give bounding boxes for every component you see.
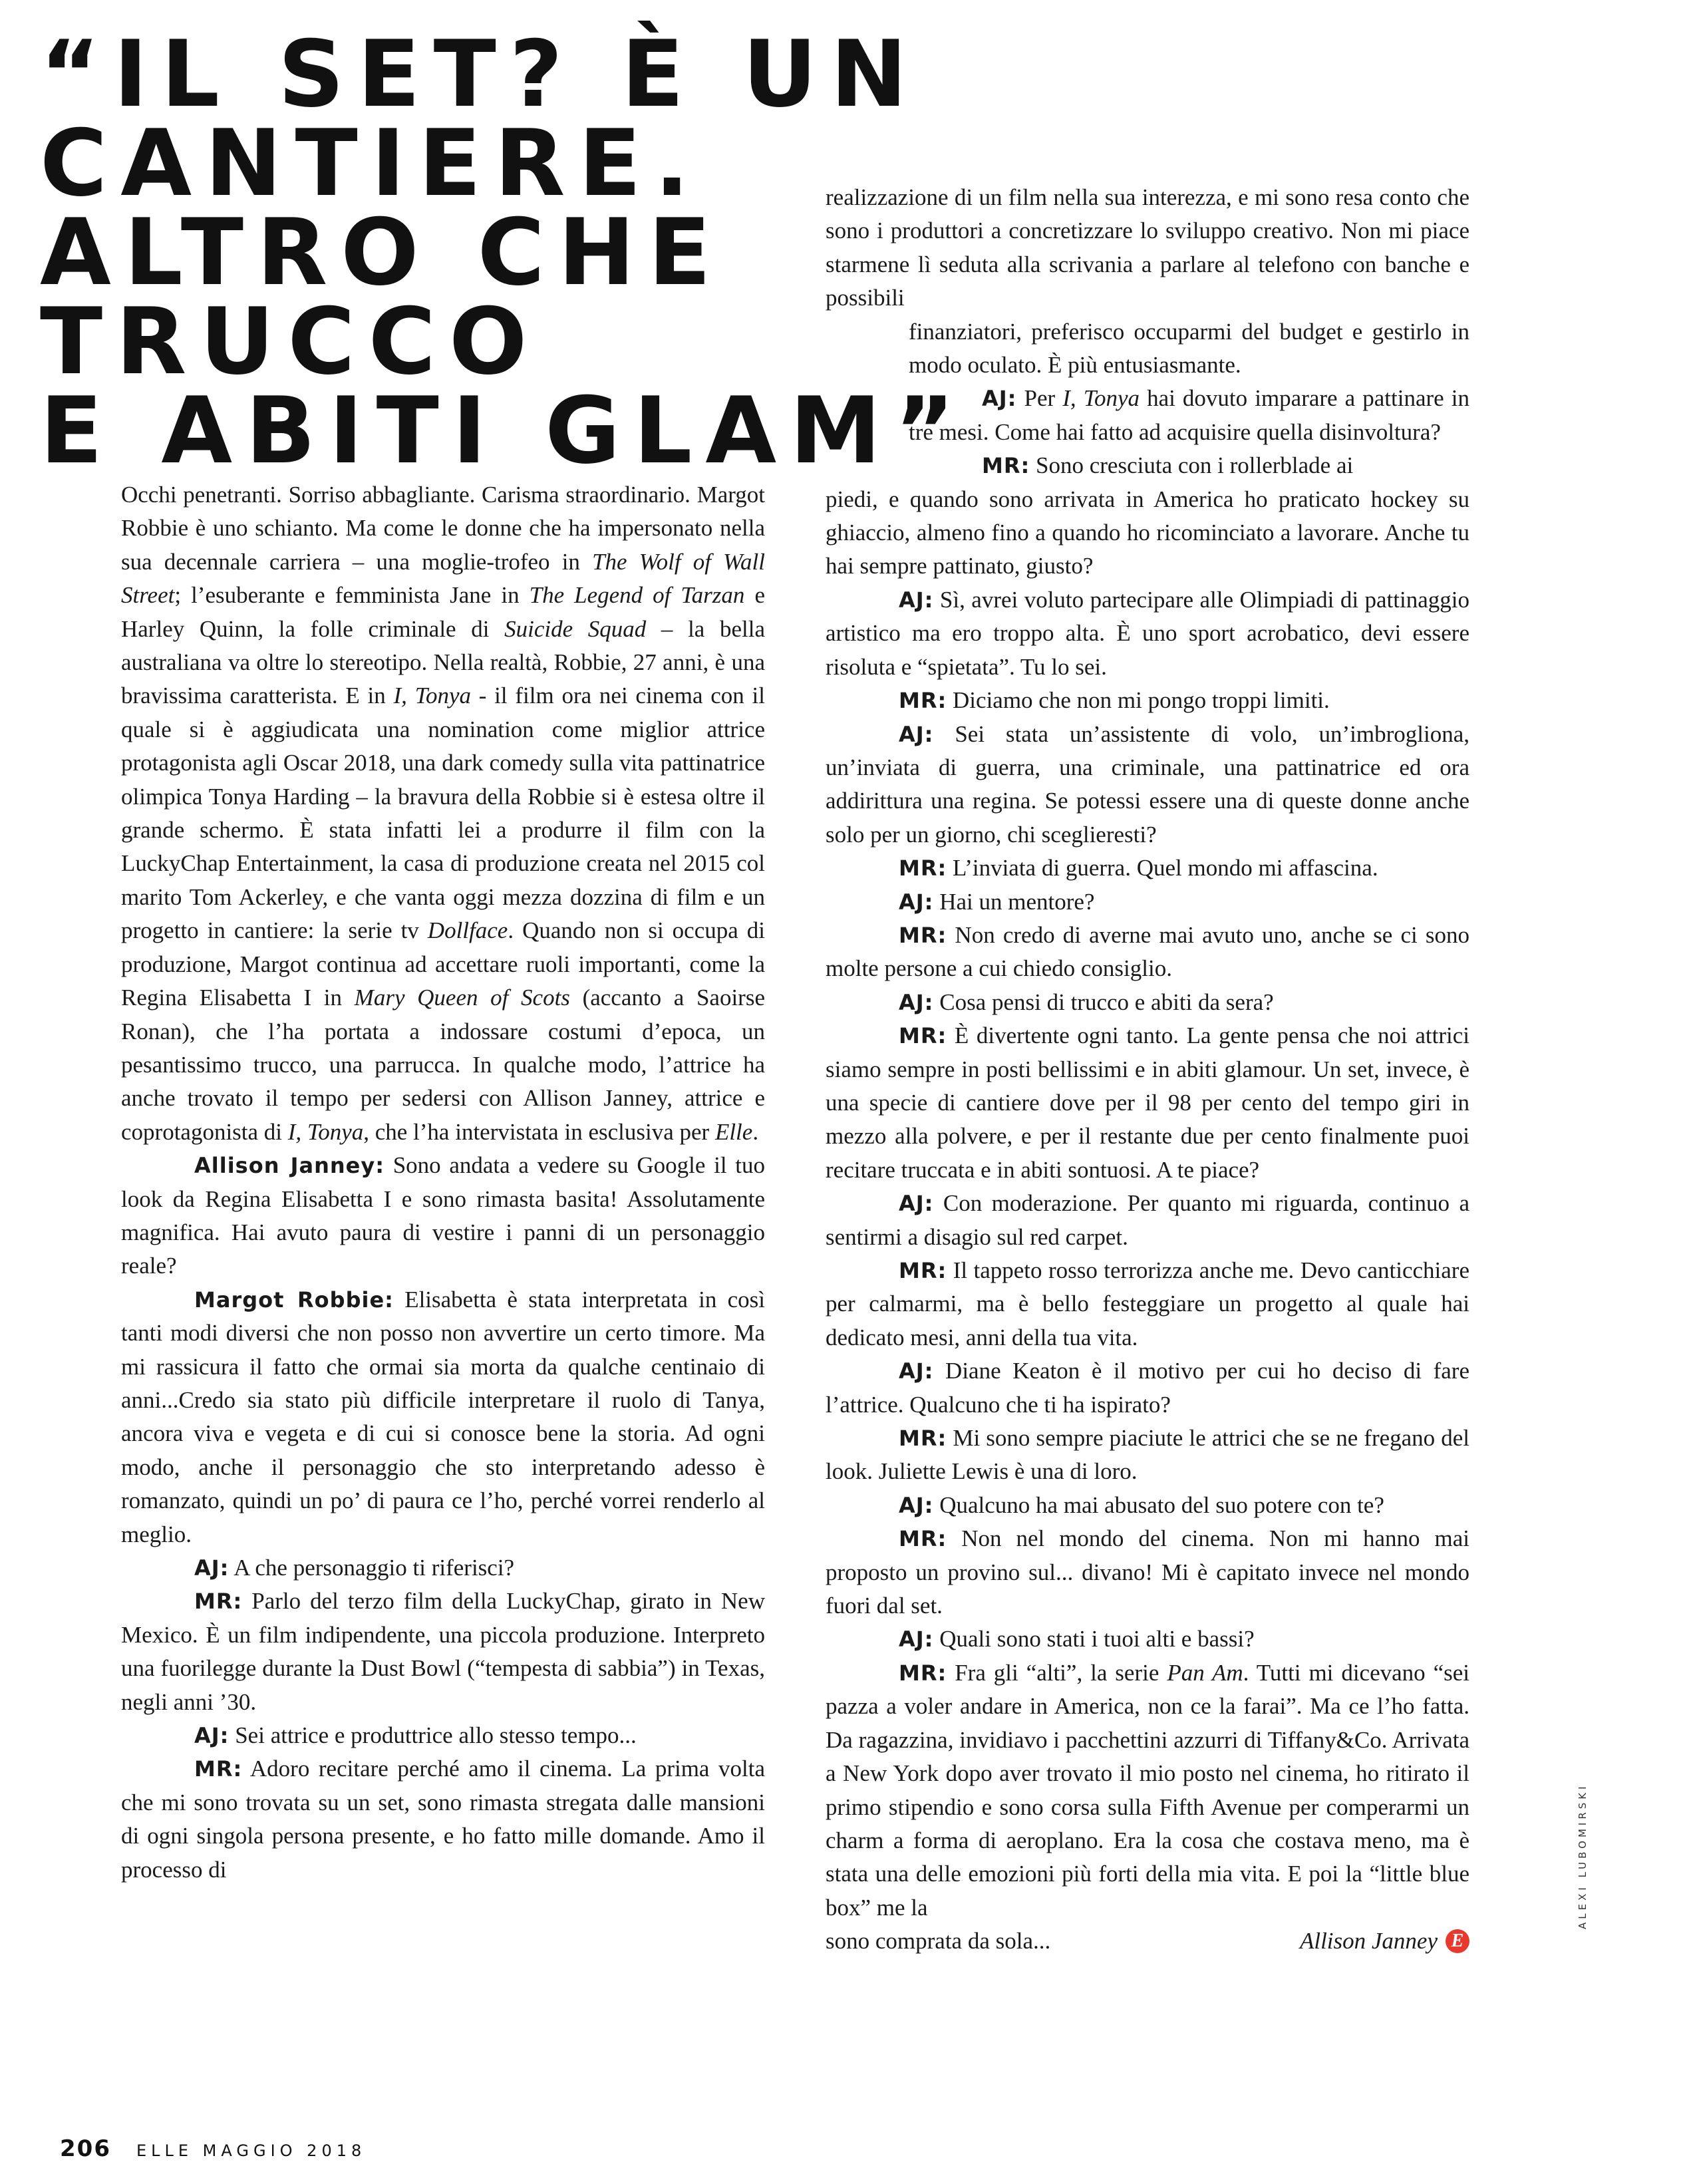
speaker-label: MR: bbox=[899, 1426, 947, 1452]
speaker-label: AJ: bbox=[982, 386, 1017, 412]
qa-paragraph bbox=[826, 986, 1469, 1019]
qa-text: Con moderazione. Per quanto mi riguarda, continuo a sentirmi a disagio sul red carpet. bbox=[826, 1190, 1469, 1250]
qa-paragraph bbox=[121, 1719, 765, 1752]
qa-text: Il tappeto rosso terrorizza anche me. Devo canticchiare per calmarmi, ma è bello festeggiare un progetto al quale hai dedicato mesi, anni della tua vita. bbox=[826, 1257, 1469, 1350]
speaker-label: AJ: bbox=[899, 721, 934, 747]
qa-paragraph bbox=[826, 1019, 1469, 1187]
speaker-label: MR: bbox=[899, 1660, 947, 1686]
qa-text: Per bbox=[1016, 385, 1063, 412]
speaker-label: AJ: bbox=[899, 587, 934, 613]
qa-text: hai dovuto imparare a pattinare in tre mesi. Come hai fatto ad acquisire quella disinvoltura? bbox=[909, 385, 1469, 445]
magazine-name: Elle bbox=[714, 1118, 753, 1145]
headline-line: TRUCCO bbox=[40, 288, 541, 395]
film-title: I, Tonya bbox=[393, 683, 471, 709]
intro-text: , che l’ha intervistata in esclusiva per bbox=[363, 1118, 715, 1145]
qa-text: Adoro recitare perché amo il cinema. La prima volta che mi sono trovata su un set, sono rimasta stregata dalle mansioni di ogni singola persona presente, e ho fatto mille domande. Amo il processo di bbox=[121, 1756, 765, 1883]
speaker-label: Allison Janney: bbox=[194, 1153, 384, 1179]
intro-paragraph bbox=[121, 478, 765, 1149]
continuation-text: finanziatori, preferisco occuparmi del budget e gestirlo in modo oculato. È più entusiasmante. bbox=[909, 318, 1469, 379]
film-title: The Legend of Tarzan bbox=[529, 582, 745, 609]
qa-paragraph bbox=[909, 449, 1469, 482]
qa-paragraph bbox=[826, 583, 1469, 684]
headline-line: CANTIERE. bbox=[40, 110, 703, 217]
qa-paragraph bbox=[121, 1585, 765, 1719]
closing-text: sono comprata da sola... bbox=[826, 1928, 1051, 1954]
qa-paragraph bbox=[909, 382, 1469, 449]
qa-paragraph bbox=[826, 1422, 1469, 1489]
qa-paragraph bbox=[826, 1354, 1469, 1422]
speaker-label: MR: bbox=[899, 1258, 947, 1283]
speaker-label: AJ: bbox=[899, 1627, 934, 1652]
qa-text: Hai un mentore? bbox=[933, 888, 1095, 915]
headline bbox=[40, 21, 969, 484]
elle-end-mark-icon: E bbox=[1446, 1929, 1469, 1953]
qa-paragraph bbox=[826, 718, 1469, 852]
speaker-label: AJ: bbox=[899, 989, 934, 1015]
page-number: 206 bbox=[60, 2135, 111, 2162]
intro-text: – la bella australiana va oltre lo stereotipo. Nella realtà, Robbie, 27 anni, è una bravissima caratterista. E in bbox=[121, 615, 765, 709]
photo-credit: ALEXI LUBOMIRSKI bbox=[1577, 1783, 1589, 1929]
continuation-paragraph bbox=[826, 181, 1469, 315]
film-title: I, Tonya bbox=[287, 1118, 364, 1145]
qa-text: Sono andata a vedere su Google il tuo look da Regina Elisabetta I e sono rimasta basita! Assolutamente magnifica. Hai avuto paura di vestire i panni di un personaggio reale? bbox=[121, 1152, 765, 1279]
headline-line: ALTRO CHE bbox=[40, 199, 724, 306]
qa-text: Non nel mondo del cinema. Non mi hanno mai proposto un provino sul... divano! Mi è capitato invece nel mondo fuori dal set. bbox=[826, 1525, 1469, 1619]
speaker-label: MR: bbox=[899, 1526, 947, 1552]
qa-text: Cosa pensi di trucco e abiti da sera? bbox=[933, 989, 1274, 1015]
headline-line: “IL SET? È UN bbox=[40, 21, 921, 128]
qa-text: Fra gli “alti”, la serie bbox=[947, 1659, 1167, 1686]
qa-text: Sì, avrei voluto partecipare alle Olimpiadi di pattinaggio artistico ma ero troppo alta. È uno sport acrobatico, devi essere risoluta e “spietata”. Tu lo sei. bbox=[826, 586, 1469, 680]
qa-text: È divertente ogni tanto. La gente pensa che noi attrici siamo sempre in posti bellissimi e in abiti glamour. Un set, invece, è una specie di cantiere dove per il 98 per cento del tempo giri in mezzo alla polvere, e per il restante due per cento finalmente puoi recitare truccata e in abiti sontuosi. A te piace? bbox=[826, 1022, 1469, 1183]
film-title: I, Tonya bbox=[1062, 385, 1140, 412]
signature-name: Allison Janney bbox=[1299, 1928, 1438, 1954]
speaker-label: MR: bbox=[194, 1589, 243, 1615]
qa-text: piedi, e quando sono arrivata in America ho praticato hockey su ghiaccio, almeno fino a quando ho ricominciato a lavorare. Anche tu hai sempre pattinato, giusto? bbox=[826, 486, 1469, 579]
film-title: The Wolf of Wall Street bbox=[121, 548, 765, 609]
left-column bbox=[121, 478, 765, 1887]
qa-text: Mi sono sempre piaciute le attrici che se ne fregano del look. Juliette Lewis è una di loro. bbox=[826, 1425, 1469, 1485]
speaker-label: MR: bbox=[899, 688, 947, 714]
page-footer bbox=[60, 2135, 366, 2162]
intro-text: Occhi penetranti. Sorriso abbagliante. Carisma straordinario. Margot Robbie è uno schianto. Ma come le donne che ha impersonato nella sua decennale carriera – una moglie-trofeo in bbox=[121, 482, 765, 575]
closing-line bbox=[826, 1925, 1469, 1958]
speaker-label: MR: bbox=[899, 1023, 947, 1049]
qa-text: Elisabetta è stata interpretata in così tanti modi diversi che non posso non avvertire un certo timore. Ma mi rassicura il fatto che ormai sia morta da qualche centinaio di anni...Credo sia stato più difficile interpretare il ruolo di Tanya, ancora viva e vegeta e di cui si conosce bene la storia. Ad ogni modo, anche il personaggio che sto interpretando adesso è romanzato, quindi un po’ di paura ce l’ho, perché vorrei renderlo al meglio. bbox=[121, 1286, 766, 1547]
intro-text: . Quando non si occupa di produzione, Margot continua ad accettare ruoli importanti, come la Regina Elisabetta I in bbox=[121, 917, 765, 1011]
speaker-label: AJ: bbox=[194, 1723, 230, 1749]
series-title: Dollface bbox=[427, 917, 508, 944]
headline-line: E ABITI GLAM” bbox=[40, 377, 969, 484]
qa-paragraph bbox=[826, 919, 1469, 986]
qa-text: Diane Keaton è il motivo per cui ho deciso di fare l’attrice. Qualcuno che ti ha ispirato? bbox=[826, 1358, 1469, 1418]
speaker-label: AJ: bbox=[194, 1555, 230, 1581]
speaker-label: MR: bbox=[899, 922, 947, 948]
qa-paragraph bbox=[826, 684, 1469, 717]
intro-text: ; l’esuberante e femminista Jane in bbox=[174, 582, 530, 609]
film-title: Suicide Squad bbox=[504, 615, 647, 642]
speaker-label: AJ: bbox=[899, 1191, 934, 1217]
qa-paragraph bbox=[826, 852, 1469, 885]
right-column bbox=[826, 181, 1469, 1958]
series-title: Pan Am bbox=[1167, 1659, 1243, 1686]
interviewer-signature bbox=[1300, 1925, 1469, 1958]
continuation-wrapped bbox=[909, 315, 1469, 383]
qa-text: Quali sono stati i tuoi alti e bassi? bbox=[933, 1626, 1255, 1652]
intro-text: e Harley Quinn, la folle criminale di bbox=[121, 582, 765, 642]
qa-text: Sono cresciuta con i rollerblade ai bbox=[1030, 452, 1354, 479]
wrapped-block bbox=[826, 315, 1469, 483]
qa-paragraph bbox=[826, 1656, 1469, 1925]
qa-text: A che personaggio ti riferisci? bbox=[229, 1555, 515, 1581]
qa-paragraph bbox=[826, 1489, 1469, 1522]
qa-text: Qualcuno ha mai abusato del suo potere con te? bbox=[933, 1491, 1384, 1518]
qa-text: Sei attrice e produttrice allo stesso tempo... bbox=[229, 1722, 637, 1749]
qa-paragraph bbox=[826, 1254, 1469, 1354]
intro-text: . bbox=[752, 1118, 759, 1145]
qa-paragraph bbox=[121, 1752, 765, 1887]
speaker-label: MR: bbox=[982, 453, 1030, 479]
qa-paragraph bbox=[826, 885, 1469, 919]
speaker-label: AJ: bbox=[899, 889, 934, 915]
qa-paragraph bbox=[121, 1283, 765, 1551]
qa-paragraph bbox=[826, 1187, 1469, 1254]
qa-continuation bbox=[826, 483, 1469, 583]
qa-paragraph bbox=[826, 1522, 1469, 1623]
magazine-issue: ELLE MAGGIO 2018 bbox=[136, 2141, 367, 2160]
qa-text: Sei stata un’assistente di volo, un’imbrogliona, un’inviata di guerra, una criminale, una pattinatrice ed ora addirittura una regina. Se potessi essere una di queste donne anche solo per un giorno, chi sceglieresti? bbox=[826, 720, 1469, 848]
qa-paragraph bbox=[826, 1623, 1469, 1656]
intro-text: - il film ora nei cinema con il quale si è aggiudicata una nomination come miglior attrice protagonista agli Oscar 2018, una dark comedy sulla vita pattinatrice olimpica Tonya Harding – la bravura della Robbie si è estesa oltre il grande schermo. È stata infatti lei a produrre il film con la LuckyChap Entertainment, la casa di produzione creata nel 2015 col marito Tom Ackerley, e che vanta oggi mezza dozzina di film e un progetto in cantiere: la serie tv bbox=[121, 683, 765, 944]
speaker-label: MR: bbox=[899, 856, 947, 881]
qa-text: Parlo del terzo film della LuckyChap, girato in New Mexico. È un film indipendente, una piccola produzione. Interpreto una fuorilegge durante la Dust Bowl (“tempesta di sabbia”) in Texas, negli anni ’30. bbox=[121, 1588, 765, 1715]
speaker-label: AJ: bbox=[899, 1492, 934, 1518]
speaker-label: MR: bbox=[194, 1756, 243, 1782]
speaker-label: Margot Robbie: bbox=[194, 1287, 394, 1313]
intro-text: (accanto a Saoirse Ronan), che l’ha portata a indossare costumi d’epoca, un pesantissimo trucco, una parrucca. In qualche modo, l’attrice ha anche trovato il tempo per sedersi con Allison Janney, attrice e coprotagonista di bbox=[121, 985, 765, 1145]
speaker-label: AJ: bbox=[899, 1358, 934, 1384]
qa-text: Non credo di averne mai avuto uno, anche se ci sono molte persone a cui chiedo consiglio. bbox=[826, 921, 1469, 982]
continuation-text: realizzazione di un film nella sua interezza, e mi sono resa conto che sono i produttori a concretizzare lo sviluppo creativo. Non mi piace starmene lì seduta alla scrivania a parlare al telefono con banche e possibili bbox=[826, 184, 1469, 311]
qa-text: L’inviata di guerra. Quel mondo mi affascina. bbox=[947, 855, 1378, 881]
qa-paragraph bbox=[121, 1551, 765, 1585]
qa-paragraph bbox=[121, 1149, 765, 1283]
qa-text: . Tutti mi dicevano “sei pazza a voler andare in America, non ce la farai”. Ma ce l’ho fatta. Da ragazzina, invidiavo i pacchettini azzurri di Tiffany&Co. Arrivata a New York dopo aver trovato il mio posto nel cinema, ho ritirato il primo stipendio e sono corsa sulla Fifth Avenue per comperarmi un charm a forma di aeroplano. Era la cosa che costava meno, ma è stata una delle emozioni più forti della mia vita. E poi la “little blue box” me la bbox=[826, 1659, 1469, 1921]
film-title: Mary Queen of Scots bbox=[354, 985, 570, 1011]
qa-text: Diciamo che non mi pongo troppi limiti. bbox=[947, 687, 1330, 714]
